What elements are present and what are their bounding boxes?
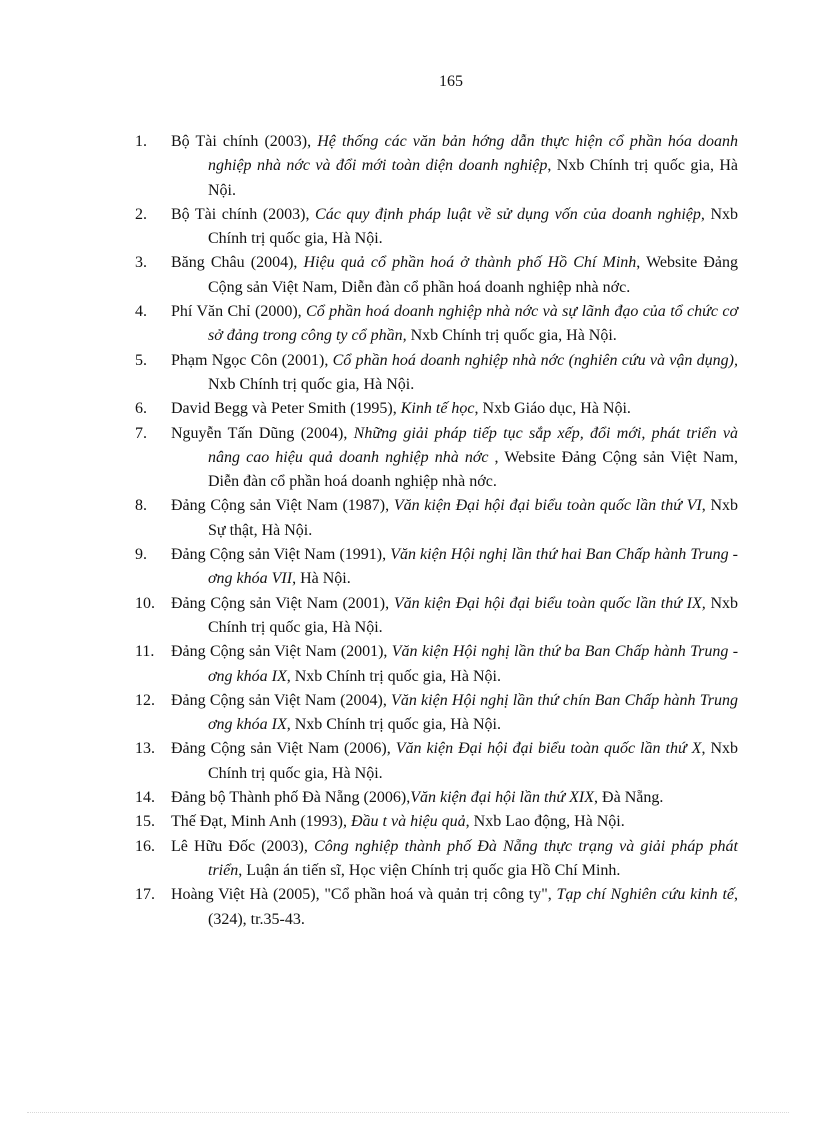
reference-number: 10.	[135, 594, 155, 612]
reference-text	[171, 592, 739, 641]
reference-author: Băng Châu (2004),	[171, 254, 304, 272]
reference-item	[135, 689, 738, 738]
reference-title: Tạp chí Nghiên cứu kinh tế	[556, 886, 734, 904]
reference-item	[135, 592, 738, 641]
reference-author: Nguyễn Tấn Dũng (2004),	[171, 424, 354, 442]
reference-title: Văn kiện Hội nghị lần thứ chín Ban Chấp hành Trung ơng khóa IX	[208, 691, 738, 734]
reference-title: Văn kiện Đại hội đại biểu toàn quốc lần thứ IX,	[393, 594, 706, 612]
reference-item	[135, 422, 738, 495]
reference-publisher: , Luận án tiến sĩ, Học viện Chính trị quốc gia Hồ Chí Minh.	[238, 861, 621, 879]
reference-number: 14.	[135, 789, 155, 807]
reference-publisher: Nxb Chính trị quốc gia, Hà Nội.	[208, 205, 739, 248]
reference-item	[135, 786, 738, 810]
reference-title: Công nghiệp thành phố Đà Nẵng thực trạng và giải pháp phát triển	[208, 837, 738, 879]
reference-publisher: , Nxb Lao động, Hà Nội.	[465, 813, 625, 831]
reference-publisher: , (324), tr.35-43.	[208, 886, 738, 928]
reference-text	[171, 300, 738, 349]
reference-number: 3.	[135, 254, 147, 272]
reference-author: Đảng Cộng sản Việt Nam (2001),	[171, 594, 394, 612]
reference-author: Hoàng Việt Hà (2005), "Cổ phần hoá và quản trị công ty",	[171, 886, 557, 904]
reference-author: Đảng Cộng sản Việt Nam (2006),	[171, 740, 396, 758]
reference-author: David Begg và Peter Smith (1995),	[171, 400, 401, 418]
reference-item	[135, 640, 738, 689]
reference-text	[171, 349, 738, 398]
reference-title: Các quy định pháp luật về sử dụng vốn của doanh nghiệp,	[315, 205, 705, 223]
reference-item	[135, 251, 738, 300]
reference-title: Văn kiện Hội nghị lần thứ hai Ban Chấp hành Trung ơng khóa VII	[208, 546, 738, 588]
reference-title: Hệ thống các văn bản hớng dẫn thực hiện cổ phần hóa doanh nghiệp nhà nớc và đổi mới toàn diện doanh nghiệp	[208, 133, 738, 175]
reference-publisher: , Nxb Sự thật, Hà Nội.	[208, 497, 739, 539]
reference-number: 16.	[135, 837, 155, 855]
reference-publisher: Nxb Chính trị quốc gia, Hà Nội.	[208, 594, 739, 636]
reference-number: 12.	[135, 691, 155, 709]
reference-author: Phạm Ngọc Côn (2001),	[171, 351, 333, 369]
reference-publisher: Nxb Chính trị quốc gia, Hà Nội.	[406, 327, 617, 345]
reference-title: Văn kiện Đại hội đại biểu toàn quốc lần thứ X	[395, 740, 702, 758]
reference-text	[171, 835, 738, 884]
reference-text	[171, 810, 738, 834]
reference-publisher: Nxb Chính trị quốc gia, Hà Nội.	[208, 375, 415, 393]
reference-number: 13.	[135, 740, 155, 758]
reference-item	[135, 543, 738, 592]
reference-title: Cổ phần hoá doanh nghiệp nhà nớc và sự lãnh đạo của tổ chức cơ sở đảng trong công ty cổ phần,	[208, 303, 738, 345]
reference-author: Bộ Tài chính (2003),	[171, 133, 318, 150]
reference-publisher: , Nxb Giáo dục, Hà Nội.	[474, 400, 631, 418]
reference-number: 2.	[135, 205, 147, 223]
reference-number: 17.	[135, 886, 155, 904]
reference-number: 15.	[135, 813, 155, 831]
reference-title: Kinh tế học	[400, 400, 475, 418]
reference-item	[135, 810, 738, 834]
reference-text	[171, 203, 739, 252]
reference-author: Đảng Cộng sản Việt Nam (1987),	[171, 497, 394, 515]
reference-publisher: , Nxb Chính trị quốc gia, Hà Nội.	[208, 740, 739, 782]
reference-author: Phí Văn Chỉ (2000),	[171, 303, 307, 321]
reference-publisher: , Nxb Chính trị quốc gia, Hà Nội.	[286, 716, 501, 734]
reference-author: Đảng Cộng sản Việt Nam (1991),	[171, 546, 391, 564]
reference-text	[171, 737, 739, 786]
reference-text	[171, 543, 738, 592]
reference-title: Những giải pháp tiếp tục sắp xếp, đổi mới, phát triển và nâng cao hiệu quả doanh nghiệp nhà nớc	[208, 424, 739, 466]
reference-author: Đảng bộ Thành phố Đà Nẵng (2006),	[171, 789, 411, 807]
reference-number: 1.	[135, 133, 147, 150]
reference-number: 6.	[135, 400, 147, 418]
reference-title: Hiệu quả cổ phần hoá ở thành phố Hồ Chí Minh	[303, 254, 637, 272]
reference-publisher: , Website Đảng Cộng sản Việt Nam, Diễn đàn cổ phần hoá doanh nghiệp nhà nớc.	[208, 448, 739, 491]
reference-item	[135, 397, 738, 421]
reference-text	[171, 640, 739, 689]
reference-publisher: , Website Đảng Cộng sản Việt Nam, Diễn đàn cổ phần hoá doanh nghiệp nhà nớc.	[208, 254, 738, 296]
reference-number: 4.	[135, 303, 147, 321]
reference-item	[135, 494, 738, 543]
reference-number: 7.	[135, 424, 147, 442]
reference-item	[135, 349, 738, 398]
reference-author: Đảng Cộng sản Việt Nam (2004),	[171, 691, 392, 709]
reference-publisher: , Hà Nội.	[292, 570, 351, 588]
reference-item	[135, 835, 738, 884]
footer-divider	[27, 1112, 789, 1113]
reference-title: Đầu t và hiệu quả	[350, 813, 466, 831]
reference-author: Thế Đạt, Minh Anh (1993),	[171, 813, 351, 831]
reference-number: 11.	[135, 643, 155, 661]
reference-publisher: , Nxb Chính trị quốc gia, Hà Nội.	[286, 667, 501, 685]
reference-item	[135, 130, 738, 203]
reference-title: Văn kiện Hội nghị lần thứ ba Ban Chấp hành Trung ơng khóa IX	[208, 643, 739, 685]
reference-title: Cổ phần hoá doanh nghiệp nhà nớc (nghiên cứu và vận dụng),	[332, 351, 738, 369]
reference-number: 8.	[135, 497, 147, 515]
reference-item	[135, 300, 738, 349]
reference-publisher: , Đà Nẵng.	[594, 789, 664, 807]
reference-author: Đảng Cộng sản Việt Nam (2001),	[171, 643, 392, 661]
reference-item	[135, 883, 738, 932]
reference-text	[171, 786, 738, 810]
reference-title: Văn kiện đại hội lần thứ XIX	[410, 789, 595, 807]
reference-text	[171, 689, 738, 738]
reference-list	[135, 130, 738, 932]
reference-text	[171, 397, 738, 421]
reference-number: 9.	[135, 546, 147, 564]
reference-text	[171, 883, 738, 932]
reference-item	[135, 737, 738, 786]
reference-item	[135, 203, 738, 252]
reference-publisher: , Nxb Chính trị quốc gia, Hà Nội.	[208, 157, 738, 199]
page-number: 165	[439, 73, 463, 90]
reference-text	[171, 251, 738, 300]
reference-text	[171, 422, 739, 495]
reference-author: Bộ Tài chính (2003),	[171, 205, 316, 223]
reference-title: Văn kiện Đại hội đại biểu toàn quốc lần thứ VI	[393, 497, 702, 515]
reference-author: Lê Hữu Đốc (2003),	[171, 837, 315, 855]
reference-text	[171, 130, 738, 203]
reference-text	[171, 494, 739, 543]
reference-number: 5.	[135, 351, 147, 369]
